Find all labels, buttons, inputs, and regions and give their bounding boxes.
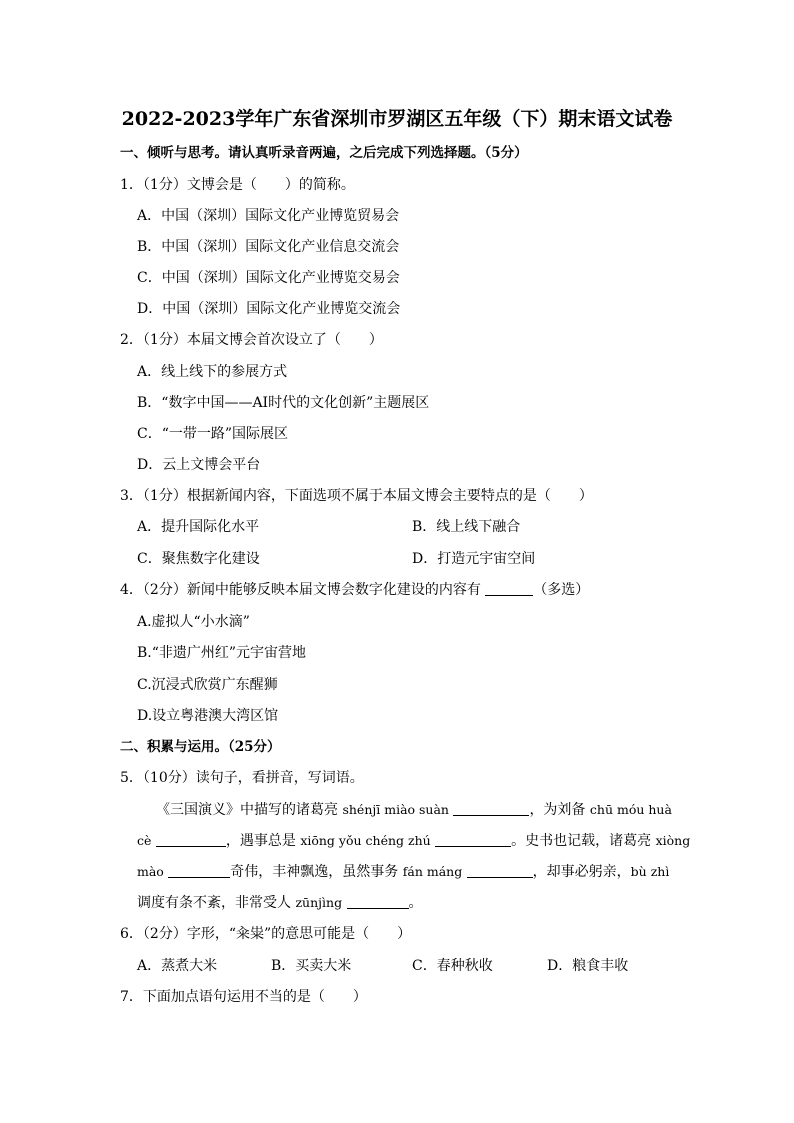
q4-option-d: D.设立粤港澳大湾区馆: [137, 708, 279, 724]
q5-stem: 5．（10分）读句子，看拼音，写词语。: [120, 770, 364, 786]
q5-line-1: [156, 800, 672, 820]
q5-text: 调度有条不紊，非常受人: [137, 895, 296, 911]
answer-blank[interactable]: [435, 832, 511, 847]
pinyin: chū móu huà: [589, 802, 672, 817]
answer-blank[interactable]: [467, 863, 533, 878]
answer-blank[interactable]: [156, 832, 226, 847]
q4-stem: [120, 580, 589, 600]
section-2-heading: 二、积累与运用。（25分）: [120, 739, 281, 755]
q3-stem: 3．（1分）根据新闻内容，下面选项不属于本届文博会主要特点的是（ ）: [120, 488, 593, 504]
pinyin: fán máng: [402, 864, 463, 879]
q4-stem-text: 4．（2分）新闻中能够反映本届文博会数字化建设的内容有: [120, 582, 486, 598]
q5-text: ，却事必躬亲，: [532, 864, 631, 880]
section-1-heading: 一、倾听与思考。请认真听录音两遍，之后完成下列选择题。（5分）: [120, 145, 528, 161]
q1-option-b: B．中国（深圳）国际文化产业信息交流会: [137, 239, 400, 255]
q4-option-b: B.“非遗广州红”元宇宙营地: [137, 645, 307, 661]
q5-text: ，为刘备: [529, 802, 590, 818]
q6-option-a: A．蒸煮大米: [137, 958, 218, 974]
page-title: 2022-2023学年广东省深圳市罗湖区五年级（下）期末语文试卷: [121, 108, 673, 130]
q3-option-b: B．线上线下融合: [412, 519, 521, 535]
q4-option-c: C.沉浸式欣赏广东醒狮: [137, 677, 278, 693]
q5-text: 。: [408, 895, 423, 911]
pinyin: xiōng yǒu chéng zhú: [300, 833, 431, 848]
q4-option-a: A.虚拟人“小水滴”: [137, 614, 250, 630]
q7-stem: 7．下面加点语句运用不当的是（ ）: [120, 989, 367, 1005]
answer-blank[interactable]: [168, 863, 230, 878]
q1-stem: 1．（1分）文博会是（ ）的简称。: [120, 177, 355, 193]
pinyin: mào: [137, 864, 164, 879]
pinyin: xiòng: [655, 833, 691, 848]
pinyin: bù zhì: [630, 864, 670, 879]
q5-text: ，遇事总是: [225, 833, 301, 849]
q6-stem: 6．（2分）字形，“籴粜”的意思可能是（ ）: [120, 926, 412, 942]
answer-blank[interactable]: [485, 581, 533, 596]
q2-option-b: B．“数字中国——AI时代的文化创新”主题展区: [137, 395, 430, 411]
q2-option-c: C．“一带一路”国际展区: [137, 426, 289, 442]
q5-text: 奇伟，丰神飘逸，虽然事务: [230, 864, 403, 880]
q4-stem-suffix: （多选）: [533, 582, 590, 598]
q5-line-3: [137, 862, 669, 882]
q3-option-a: A．提升国际化水平: [137, 519, 260, 535]
pinyin: cè: [137, 833, 152, 848]
pinyin: zūnjìng: [295, 895, 343, 910]
q1-option-a: A．中国（深圳）国际文化产业博览贸易会: [137, 208, 400, 224]
answer-blank[interactable]: [453, 801, 529, 816]
pinyin: shénjī miào suàn: [342, 802, 449, 817]
q2-option-a: A．线上线下的参展方式: [137, 364, 288, 380]
q5-line-4: [137, 893, 423, 913]
q5-text: 。史书也记载，诸葛亮: [511, 833, 656, 849]
q2-stem: 2．（1分）本届文博会首次设立了（ ）: [120, 332, 383, 348]
q6-option-d: D．粮食丰收: [547, 958, 629, 974]
q5-text: 《三国演义》中描写的诸葛亮: [156, 802, 343, 818]
q3-option-c: C．聚焦数字化建设: [137, 551, 260, 567]
q1-option-c: C．中国（深圳）国际文化产业博览交易会: [137, 270, 400, 286]
q1-option-d: D．中国（深圳）国际文化产业博览交流会: [137, 301, 401, 317]
q6-option-c: C．春种秋收: [412, 958, 493, 974]
q5-line-2: [137, 831, 690, 851]
q6-option-b: B．买卖大米: [271, 958, 352, 974]
answer-blank[interactable]: [347, 894, 409, 909]
q3-option-d: D．打造元宇宙空间: [412, 551, 536, 567]
q2-option-d: D．云上文博会平台: [137, 457, 261, 473]
